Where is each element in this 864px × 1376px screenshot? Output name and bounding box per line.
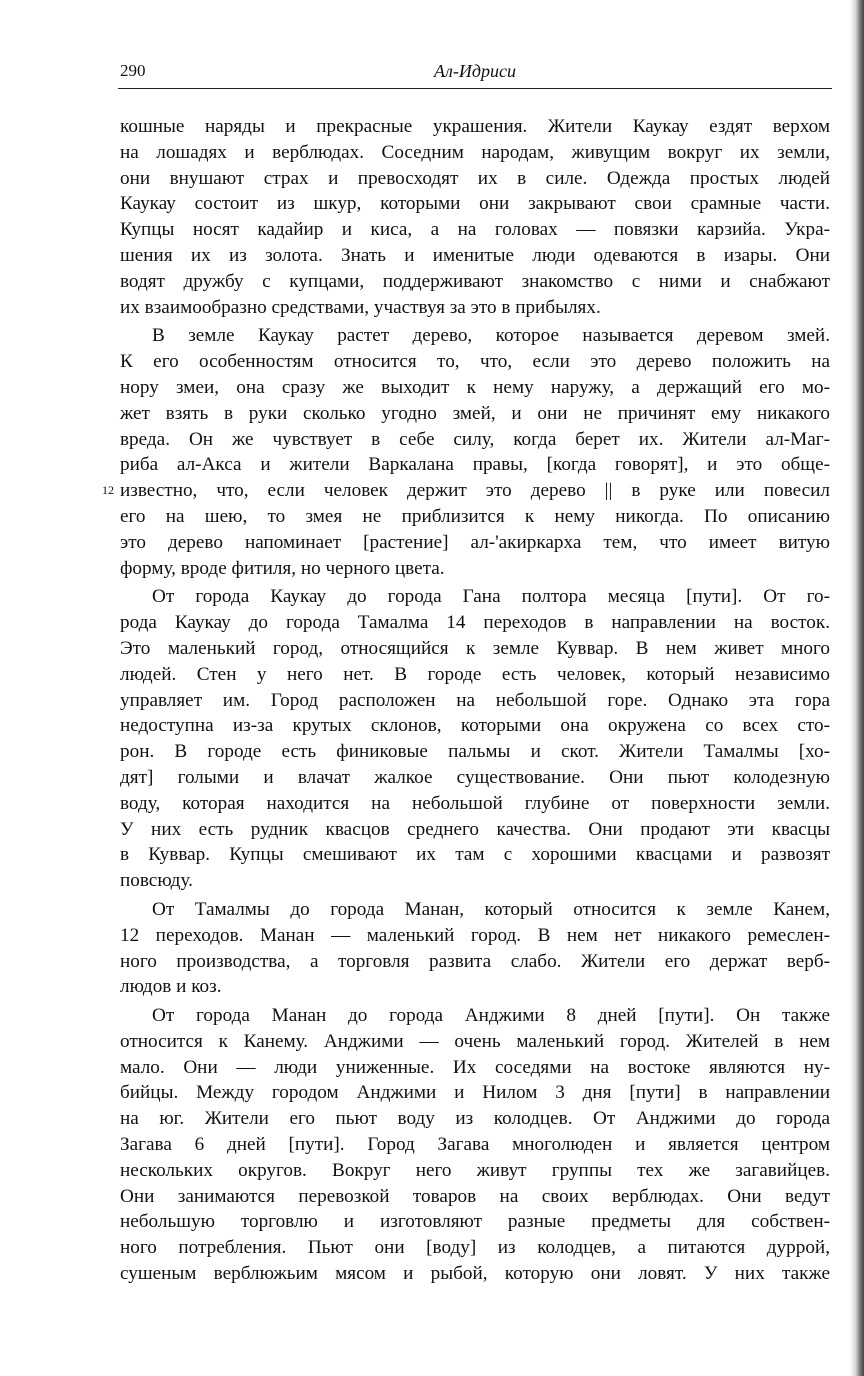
- text-line: Они занимаются перевозкой товаров на своих верблюдах. Они ведут: [120, 1185, 830, 1207]
- text-line: его на шею, то змея не приблизится к нему никогда. По описанию: [120, 505, 830, 527]
- text-line: ного потребления. Пьют они [воду] из колодцев, а питаются дуррой,: [120, 1237, 830, 1259]
- text-line: От Тамалмы до города Манан, который относится к земле Канем,: [152, 898, 830, 920]
- paragraph-3: [120, 584, 830, 894]
- text-line: на юг. Жители его пьют воду из колодцев. От Анджими до города: [120, 1108, 830, 1130]
- text-line: От города Каукау до города Гана полтора месяца [пути]. От го-: [152, 586, 830, 608]
- text-line: повсюду.: [120, 870, 193, 892]
- text-line: относится к Канему. Анджими — очень маленький город. Жителей в нем: [120, 1030, 830, 1052]
- scan-edge-shadow: [850, 0, 864, 1376]
- text-line: это дерево напоминает [растение] ал-'акиркарха тем, что имеет витую: [120, 531, 830, 553]
- running-title: Ал-Идриси: [434, 61, 516, 81]
- text-line: Это маленький город, относящийся к земле Куввар. В нем живет много: [120, 637, 830, 659]
- text-line: К его особенностям относится то, что, если это дерево положить на: [120, 351, 830, 373]
- text-line: У них есть рудник квасцов среднего качества. Они продают эти квасцы: [120, 818, 830, 840]
- text-line: управляет им. Город расположен на небольшой горе. Однако эта гора: [120, 689, 830, 711]
- text-line: ного производства, а торговля развита слабо. Жители его держат верб-: [120, 950, 830, 972]
- text-line: нору змеи, она сразу же выходит к нему наружу, а держащий его мо-: [120, 376, 830, 398]
- text-line: водят дружбу с купцами, поддерживают знакомство с ними и снабжают: [120, 270, 830, 292]
- text-line-with-margin-note: [102, 478, 830, 504]
- paragraph-5: [120, 1003, 830, 1287]
- text-line: сушеным верблюжьим мясом и рыбой, которую они ловят. У них также: [120, 1263, 830, 1285]
- text-line: бийцы. Между городом Анджими и Нилом 3 дня [пути] в направлении: [120, 1082, 830, 1104]
- text-line: воду, которая находится на небольшой глубине от поверхности земли.: [120, 792, 830, 814]
- text-line: рон. В городе есть финиковые пальмы и скот. Жители Тамалмы [хо-: [120, 741, 830, 763]
- paragraph-4: [120, 897, 830, 1000]
- text-line: жет взять в руки сколько угодно змей, и они не причинят ему никакого: [120, 402, 830, 424]
- text-line: на лошадях и верблюдах. Соседним народам, живущим вокруг их земли,: [120, 141, 830, 163]
- text-line: кошные наряды и прекрасные украшения. Жители Каукау ездят верхом: [120, 116, 830, 137]
- text-line: людов и коз.: [120, 976, 222, 998]
- margin-line-number: 12: [102, 483, 114, 498]
- text-line: Каукау состоит из шкур, которыми они закрывают свои срамные части.: [120, 193, 830, 215]
- text-line: форму, вроде фитиля, но черного цвета.: [120, 557, 445, 579]
- text-line: В земле Каукау растет дерево, которое называется деревом змей.: [152, 325, 830, 347]
- text-line: недоступна из-за крутых склонов, которыми она окружена со всех сто-: [120, 715, 830, 737]
- text-body: [102, 114, 830, 1290]
- text-line: их взаимообразно средствами, участвуя за это в прибылях.: [120, 296, 601, 318]
- text-line: небольшую торговлю и изготовляют разные предметы для собствен-: [120, 1211, 830, 1233]
- text-line: 12 переходов. Манан — маленький город. В нем нет никакого ремеслен-: [120, 924, 830, 946]
- text-line: шения их из золота. Знать и именитые люди одеваются в изары. Они: [120, 244, 830, 266]
- text-line: От города Манан до города Анджими 8 дней [пути]. Он также: [152, 1005, 830, 1027]
- header-rule: [118, 88, 832, 89]
- paragraph-1: [120, 114, 830, 320]
- page-number: 290: [120, 61, 146, 80]
- text-line: людей. Стен у него нет. В городе есть человек, который независимо: [120, 663, 830, 685]
- paragraph-2: [102, 323, 830, 581]
- text-line: они внушают страх и превосходят их в силе. Одежда простых людей: [120, 167, 830, 189]
- text-line: в Куввар. Купцы смешивают их там с хорошими квасцами и развозят: [120, 844, 830, 866]
- page-header: [120, 60, 830, 84]
- text-line: дят] голыми и влачат жалкое существование. Они пьют колодезную: [120, 766, 830, 788]
- text-line: вреда. Он же чувствует в себе силу, когда берет их. Жители ал-Маг-: [120, 428, 830, 450]
- text-line: рода Каукау до города Тамалма 14 переходов в направлении на восток.: [120, 612, 830, 634]
- text-line: Загава 6 дней [пути]. Город Загава многолюден и является центром: [120, 1134, 830, 1156]
- text-line-content: известно, что, если человек держит это дерево || в руке или повесил: [120, 480, 830, 502]
- text-line: мало. Они — люди униженные. Их соседями на востоке являются ну-: [120, 1056, 830, 1078]
- text-line: нескольких округов. Вокруг него живут группы тех же загавийцев.: [120, 1159, 830, 1181]
- text-line: риба ал-Акса и жители Варкалана правы, [когда говорят], и это обще-: [120, 454, 830, 476]
- text-line: Купцы носят кадайир и киса, а на головах — повязки карзийа. Укра-: [120, 219, 830, 241]
